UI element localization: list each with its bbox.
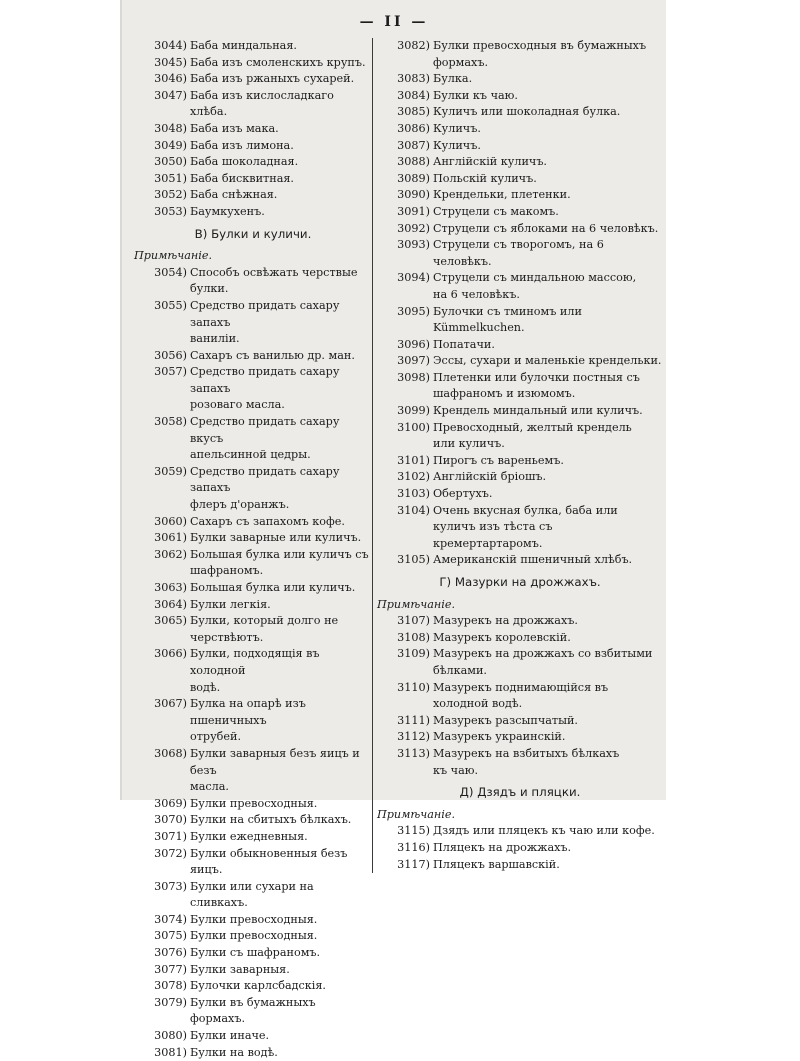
- recipe-entry: [377, 121, 663, 138]
- recipe-title: Попатачи.: [433, 337, 495, 351]
- recipe-number: 3087): [397, 138, 430, 152]
- recipe-number: 3073): [154, 879, 187, 893]
- section-note: Примѣчаніе.: [134, 249, 213, 263]
- recipe-number: 3070): [154, 813, 187, 827]
- recipe-title: Булки превосходныя въ бумажныхъ формахъ.: [433, 39, 647, 69]
- recipe-number: 3079): [154, 995, 187, 1009]
- recipe-number: 3069): [154, 796, 187, 810]
- recipe-entry: [377, 552, 663, 569]
- recipe-entry: [134, 962, 372, 979]
- recipe-title: Баба изъ лимона.: [190, 138, 294, 152]
- recipe-title: Струцели съ яблоками на 6 человѣкъ.: [433, 221, 659, 235]
- recipe-title: Булочки карлсбадскія.: [190, 979, 326, 993]
- recipe-title: Булки обыкновенныя безъ яицъ.: [190, 846, 348, 877]
- recipe-entry: [377, 154, 663, 171]
- recipe-entry: [134, 912, 372, 929]
- recipe-number: 3065): [154, 614, 187, 628]
- recipe-number: 3048): [154, 121, 187, 135]
- recipe-entry: [377, 237, 663, 270]
- page-number: — II —: [359, 14, 429, 30]
- recipe-entry: [377, 270, 663, 303]
- recipe-title: Очень вкусная булка, баба или куличъ изъ тѣста съ кремертартаромъ.: [433, 503, 618, 550]
- recipe-number: 3110): [397, 680, 430, 694]
- recipe-title: Булки въ бумажныхъ формахъ.: [190, 995, 316, 1026]
- section-heading: В) Булки и куличи.: [194, 226, 312, 241]
- recipe-title: Баба изъ мака.: [190, 121, 279, 135]
- recipe-number: 3067): [154, 697, 187, 711]
- recipe-title: Средство придать сахару вкусъ апельсинной цедры.: [190, 415, 340, 462]
- recipe-entry: [134, 171, 372, 188]
- recipe-title: Булки легкія.: [190, 597, 271, 611]
- recipe-number: 3053): [154, 204, 187, 218]
- recipe-title: Баба изъ смоленскихъ крупъ.: [190, 55, 366, 69]
- recipe-title: Большая булка или куличъ.: [190, 581, 356, 594]
- recipe-number: 3055): [154, 298, 187, 312]
- recipe-number: 3059): [154, 464, 187, 478]
- recipe-entry: [377, 71, 663, 88]
- recipe-number: 3068): [154, 746, 187, 760]
- recipe-number: 3066): [154, 647, 187, 661]
- recipe-number: 3098): [397, 370, 430, 384]
- recipe-entry: [377, 370, 663, 403]
- recipe-entry: [377, 304, 663, 337]
- recipe-number: 3100): [397, 420, 430, 434]
- recipe-number: 3076): [154, 946, 187, 960]
- recipe-number: 3091): [397, 204, 430, 218]
- recipe-title: Средство придать сахару запахъ розоваго масла.: [190, 365, 340, 412]
- recipe-entry: [377, 840, 663, 857]
- recipe-title: Булки, который долго не черствѣютъ.: [190, 614, 339, 644]
- recipe-entry: [134, 995, 372, 1028]
- recipe-number: 3074): [154, 912, 187, 926]
- recipe-title: Булка на опарѣ изъ пшеничныхъ отрубей.: [190, 697, 306, 744]
- recipe-number: 3089): [397, 171, 430, 185]
- recipe-number: 3099): [397, 404, 430, 418]
- recipe-number: 3044): [154, 39, 187, 52]
- recipe-number: 3088): [397, 155, 430, 169]
- recipe-title: Булки на водѣ.: [190, 1045, 278, 1059]
- recipe-number: 3109): [397, 647, 430, 661]
- recipe-title: Куличъ.: [433, 121, 481, 135]
- recipe-title: Крендель миндальный или куличъ.: [433, 404, 643, 418]
- recipe-number: 3102): [397, 470, 430, 484]
- recipe-entry: [134, 514, 372, 531]
- recipe-title: Булки заварныя безъ яицъ и безъ масла.: [190, 746, 360, 794]
- recipe-number: 3092): [397, 221, 430, 235]
- recipe-entry: [377, 857, 663, 874]
- recipe-entry: [134, 121, 372, 138]
- recipe-title: Булки заварные или куличъ.: [190, 531, 362, 545]
- recipe-entry: [377, 337, 663, 354]
- recipe-number: 3113): [397, 746, 430, 760]
- recipe-entry: [134, 613, 372, 646]
- recipe-title: Мазурекъ поднимающійся въ холодной водѣ.: [433, 680, 609, 711]
- recipe-number: 3117): [397, 857, 430, 871]
- recipe-entry: [134, 364, 372, 414]
- recipe-number: 3108): [397, 630, 430, 644]
- recipe-entry: [377, 469, 663, 486]
- recipe-entry: [377, 486, 663, 503]
- recipe-number: 3116): [397, 840, 430, 854]
- recipe-number: 3063): [154, 581, 187, 594]
- recipe-number: 3046): [154, 72, 187, 86]
- recipe-number: 3062): [154, 547, 187, 561]
- recipe-number: 3097): [397, 354, 430, 368]
- recipe-entry: [134, 597, 372, 614]
- recipe-entry: [377, 187, 663, 204]
- recipe-number: 3047): [154, 88, 187, 102]
- recipe-title: Булки иначе.: [190, 1029, 270, 1043]
- recipe-title: Обертухъ.: [433, 487, 493, 501]
- recipe-title: Струцели съ миндальною массою, на 6 человѣкъ.: [433, 271, 637, 301]
- recipe-number: 3056): [154, 348, 187, 362]
- recipe-number: 3057): [154, 365, 187, 379]
- recipe-entry: [134, 71, 372, 88]
- recipe-title: Баба изъ ржаныхъ сухарей.: [190, 72, 355, 86]
- recipe-number: 3049): [154, 138, 187, 152]
- recipe-number: 3101): [397, 453, 430, 467]
- recipe-entry: [134, 945, 372, 962]
- recipe-entry: [377, 204, 663, 221]
- recipe-entry: [377, 613, 663, 630]
- recipe-title: Струцели съ макомъ.: [433, 204, 559, 218]
- recipe-entry: [377, 403, 663, 420]
- recipe-title: Баба миндальная.: [190, 39, 297, 52]
- section-heading: Д) Дзядъ и пляцки.: [459, 785, 581, 800]
- recipe-title: Пирогъ съ вареньемъ.: [433, 453, 564, 467]
- recipe-title: Булки заварныя.: [190, 962, 290, 976]
- recipe-entry: [134, 464, 372, 514]
- recipe-number: 3060): [154, 514, 187, 528]
- recipe-entry: [377, 823, 663, 840]
- recipe-title: Булки, подходящія въ холодной водѣ.: [190, 647, 320, 694]
- recipe-title: Мазурекъ на дрожжахъ со взбитыми бѣлками.: [433, 647, 653, 677]
- recipe-title: Мазурекъ королевскій.: [433, 630, 571, 644]
- recipe-entry: [134, 696, 372, 746]
- recipe-title: Средство придать сахару запахъ ваниліи.: [190, 298, 340, 346]
- recipe-entry: [134, 414, 372, 464]
- recipe-entry: [377, 353, 663, 370]
- recipe-number: 3054): [154, 265, 187, 279]
- recipe-number: 3045): [154, 55, 187, 69]
- recipe-title: Булки къ чаю.: [433, 88, 518, 102]
- recipe-number: 3112): [397, 730, 430, 744]
- recipe-title: Баумкухенъ.: [190, 204, 265, 218]
- recipe-entry: [134, 298, 372, 348]
- recipe-number: 3050): [154, 155, 187, 169]
- recipe-title: Пляцекъ на дрожжахъ.: [433, 840, 572, 854]
- recipe-entry: [134, 646, 372, 696]
- recipe-number: 3084): [397, 88, 430, 102]
- recipe-entry: [134, 928, 372, 945]
- recipe-entry: [134, 812, 372, 829]
- recipe-number: 3094): [397, 271, 430, 285]
- recipe-title: Куличъ или шоколадная булка.: [433, 105, 621, 119]
- recipe-title: Большая булка или куличъ съ шафраномъ.: [190, 547, 369, 578]
- recipe-entry: [134, 204, 372, 221]
- recipe-entry: [134, 88, 372, 121]
- recipe-title: Булки или сухари на сливкахъ.: [190, 879, 314, 910]
- recipe-title: Сахаръ съ ванилью др. ман.: [190, 348, 355, 362]
- recipe-number: 3090): [397, 188, 430, 202]
- recipe-title: Булка.: [433, 72, 473, 86]
- recipe-entry: [134, 38, 372, 55]
- recipe-number: 3081): [154, 1045, 187, 1059]
- recipe-number: 3071): [154, 829, 187, 843]
- recipe-title: Баба изъ кислосладкаго хлѣба.: [190, 88, 334, 119]
- recipe-title: Польскій куличъ.: [433, 171, 537, 185]
- recipe-number: 3096): [397, 337, 430, 351]
- recipe-number: 3111): [397, 713, 430, 727]
- recipe-title: Булки на сбитыхъ бѣлкахъ.: [190, 813, 352, 827]
- recipe-title: Дзядъ или пляцекъ къ чаю или кофе.: [433, 824, 655, 838]
- recipe-entry: [377, 171, 663, 188]
- recipe-entry: [134, 55, 372, 72]
- recipe-number: 3061): [154, 531, 187, 545]
- recipe-title: Превосходный, желтый крендель или куличъ.: [433, 420, 632, 451]
- recipe-entry: [134, 796, 372, 813]
- recipe-title: Американскій пшеничный хлѣбъ.: [433, 553, 633, 567]
- recipe-number: 3105): [397, 553, 430, 567]
- recipe-title: Мазурекъ на взбитыхъ бѣлкахъ къ чаю.: [433, 746, 620, 777]
- recipe-title: Плетенки или булочки постныя съ шафраномъ и изюмомъ.: [433, 370, 640, 401]
- recipe-entry: [134, 547, 372, 580]
- recipe-title: Англійскій бріошъ.: [433, 470, 547, 484]
- recipe-number: 3078): [154, 979, 187, 993]
- recipe-number: 3086): [397, 121, 430, 135]
- recipe-number: 3058): [154, 415, 187, 429]
- recipe-entry: [134, 530, 372, 547]
- recipe-entry: [377, 630, 663, 647]
- recipe-number: 3051): [154, 171, 187, 185]
- recipe-number: 3077): [154, 962, 187, 976]
- recipe-number: 3107): [397, 614, 430, 628]
- recipe-entry: [377, 453, 663, 470]
- recipe-number: 3083): [397, 72, 430, 86]
- recipe-entry: [134, 846, 372, 879]
- recipe-title: Баба снѣжная.: [190, 188, 278, 202]
- left-column: [134, 38, 372, 1061]
- recipe-entry: [134, 879, 372, 912]
- recipe-title: Булки превосходныя.: [190, 912, 318, 926]
- recipe-entry: [377, 420, 663, 453]
- recipe-number: 3072): [154, 846, 187, 860]
- recipe-title: Булки превосходныя.: [190, 796, 318, 810]
- recipe-entry: [134, 1028, 372, 1045]
- recipe-entry: [377, 713, 663, 730]
- section-note: Примѣчаніе.: [377, 597, 456, 611]
- recipe-entry: [134, 1045, 372, 1061]
- recipe-title: Струцели съ творогомъ, на 6 человѣкъ.: [433, 238, 604, 268]
- recipe-number: 3052): [154, 188, 187, 202]
- recipe-entry: [377, 221, 663, 238]
- recipe-title: Крендельки, плетенки.: [433, 188, 571, 202]
- recipe-title: Баба бисквитная.: [190, 171, 294, 185]
- recipe-title: Средство придать сахару запахъ флеръ д'оранжъ.: [190, 464, 340, 512]
- recipe-entry: [134, 746, 372, 796]
- book-page: [122, 0, 666, 1059]
- recipe-title: Эссы, сухари и маленькіе крендельки.: [433, 354, 662, 368]
- section-note: Примѣчаніе.: [377, 807, 456, 821]
- recipe-entry: [134, 154, 372, 171]
- recipe-title: Булочки съ тминомъ или Kümmelkuchen.: [433, 304, 582, 335]
- recipe-title: Куличъ.: [433, 138, 481, 152]
- recipe-number: 3103): [397, 487, 430, 501]
- recipe-number: 3085): [397, 105, 430, 119]
- recipe-number: 3115): [397, 824, 430, 838]
- recipe-number: 3104): [397, 503, 430, 517]
- recipe-title: Булки съ шафраномъ.: [190, 946, 321, 960]
- recipe-number: 3095): [397, 304, 430, 318]
- recipe-number: 3082): [397, 39, 430, 52]
- recipe-entry: [134, 348, 372, 365]
- recipe-number: 3075): [154, 929, 187, 943]
- recipe-entry: [377, 138, 663, 155]
- recipe-entry: [377, 503, 663, 553]
- recipe-title: Булки ежедневныя.: [190, 829, 308, 843]
- recipe-entry: [134, 978, 372, 995]
- recipe-entry: [377, 746, 663, 779]
- recipe-number: 3080): [154, 1029, 187, 1043]
- recipe-title: Англійскій куличъ.: [433, 155, 547, 169]
- recipe-entry: [134, 829, 372, 846]
- recipe-title: Мазурекъ разсыпчатый.: [433, 713, 578, 727]
- recipe-entry: [377, 38, 663, 71]
- right-column: [372, 38, 663, 873]
- recipe-entry: [134, 138, 372, 155]
- recipe-title: Мазурекъ на дрожжахъ.: [433, 614, 578, 628]
- recipe-number: 3064): [154, 597, 187, 611]
- recipe-title: Мазурекъ украинскій.: [433, 730, 566, 744]
- recipe-title: Баба шоколадная.: [190, 155, 299, 169]
- recipe-entry: [377, 88, 663, 105]
- recipe-entry: [134, 580, 372, 597]
- recipe-title: Способъ освѣжать черствые булки.: [190, 265, 358, 296]
- recipe-title: Пляцекъ варшавскій.: [433, 857, 560, 871]
- section-heading: Г) Мазурки на дрожжахъ.: [439, 575, 601, 589]
- recipe-entry: [377, 729, 663, 746]
- recipe-title: Сахаръ съ запахомъ кофе.: [190, 514, 345, 528]
- recipe-entry: [134, 265, 372, 298]
- recipe-entry: [377, 680, 663, 713]
- recipe-entry: [377, 104, 663, 121]
- recipe-entry: [377, 646, 663, 679]
- recipe-entry: [134, 187, 372, 204]
- recipe-number: 3093): [397, 238, 430, 252]
- recipe-title: Булки превосходныя.: [190, 929, 318, 943]
